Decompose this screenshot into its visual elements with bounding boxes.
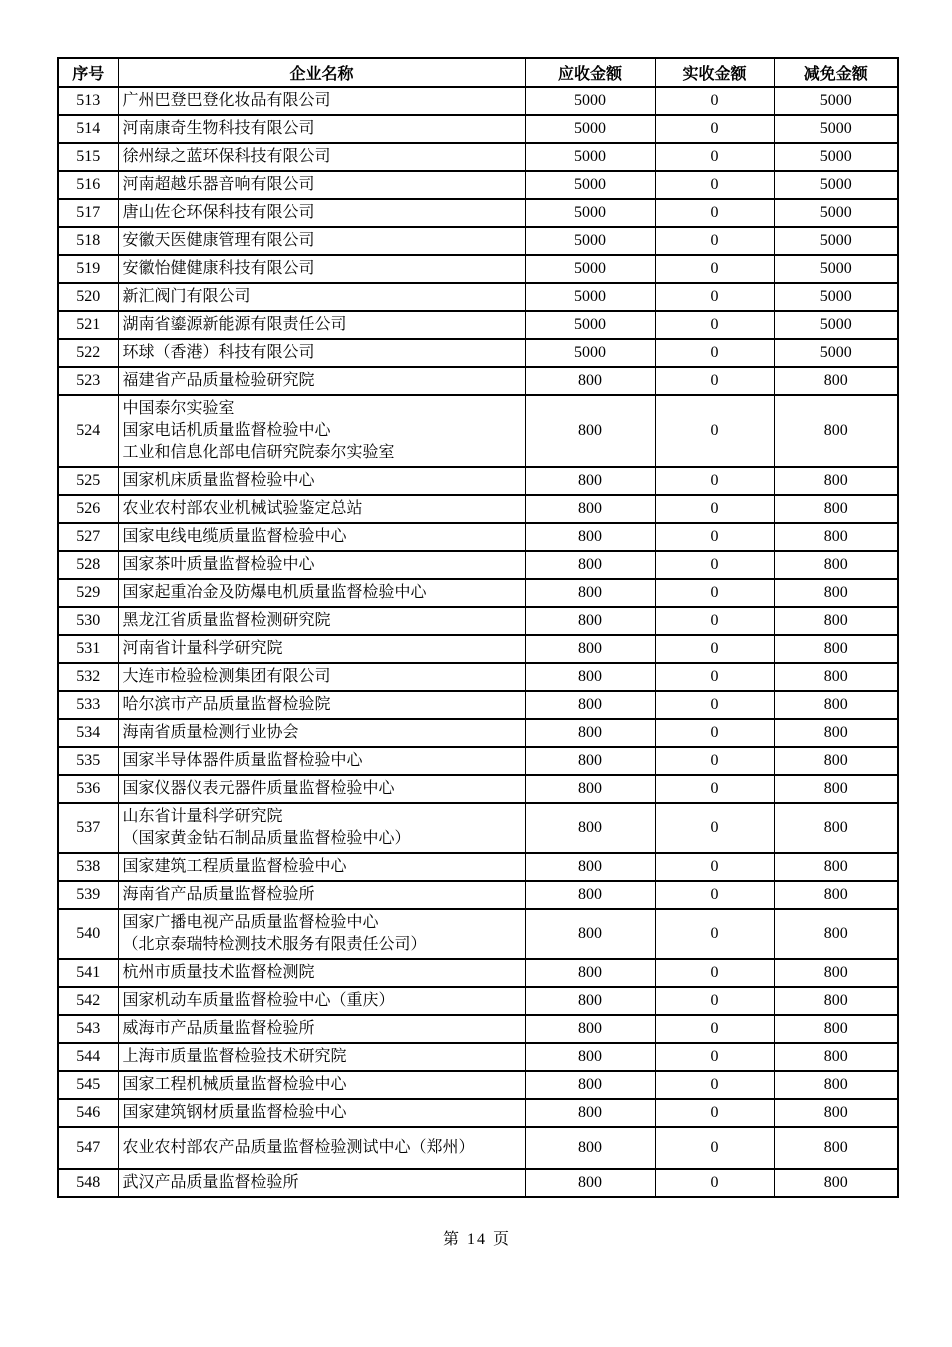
received-amount: 0 [655,523,774,551]
row-index: 514 [58,115,118,143]
company-name-line: 国家建筑钢材质量监督检验中心 [122,1104,347,1121]
row-index: 517 [58,199,118,227]
receivable-amount: 800 [525,1015,655,1043]
table-row [58,635,898,663]
company-name [118,959,525,987]
receivable-amount: 800 [525,747,655,775]
company-name-line: 新汇阀门有限公司 [122,288,251,305]
receivable-amount: 800 [525,579,655,607]
company-name-line: 环球（香港）科技有限公司 [122,344,315,361]
table-row [58,87,898,115]
table-row [58,1071,898,1099]
row-index: 543 [58,1015,118,1043]
company-name-line: 国家电话机质量监督检验中心 [122,422,331,439]
company-name-line: 上海市质量监督检验技术研究院 [122,1048,347,1065]
company-name [118,1071,525,1099]
company-name-line: 国家仪器仪表元器件质量监督检验中心 [122,780,395,797]
company-name [118,1127,525,1169]
company-name [118,171,525,199]
company-name [118,143,525,171]
company-name-line: 广州巴登巴登化妆品有限公司 [122,92,331,109]
received-amount: 0 [655,143,774,171]
col-header-receivable-amount: 应收金额 [525,58,655,87]
reduced-amount: 800 [774,467,898,495]
table-row [58,523,898,551]
row-index: 519 [58,255,118,283]
company-name-line: 威海市产品质量监督检验所 [122,1020,315,1037]
row-index: 513 [58,87,118,115]
row-index: 531 [58,635,118,663]
row-index: 520 [58,283,118,311]
company-name-line: 湖南省鎏源新能源有限责任公司 [122,316,347,333]
row-index: 541 [58,959,118,987]
table-row [58,579,898,607]
reduced-amount: 5000 [774,115,898,143]
reduced-amount: 800 [774,367,898,395]
row-index: 524 [58,395,118,467]
company-name-line: 农业农村部农产品质量监督检验测试中心（郑州） [122,1139,475,1156]
company-name [118,1015,525,1043]
table-row [58,227,898,255]
company-name [118,747,525,775]
col-header-reduced-amount: 减免金额 [774,58,898,87]
receivable-amount: 800 [525,607,655,635]
table-row [58,311,898,339]
company-name [118,523,525,551]
table-row [58,367,898,395]
company-name-line: 农业农村部农业机械试验鉴定总站 [122,500,363,517]
row-index: 522 [58,339,118,367]
receivable-amount: 800 [525,803,655,853]
reduced-amount: 800 [774,881,898,909]
company-name [118,881,525,909]
receivable-amount: 800 [525,1043,655,1071]
receivable-amount: 800 [525,395,655,467]
receivable-amount: 800 [525,987,655,1015]
table-row [58,607,898,635]
table-row [58,719,898,747]
receivable-amount: 5000 [525,311,655,339]
company-name [118,227,525,255]
row-index: 521 [58,311,118,339]
table-row [58,1099,898,1127]
company-name-line: 武汉产品质量监督检验所 [122,1174,299,1191]
received-amount: 0 [655,881,774,909]
received-amount: 0 [655,663,774,691]
company-name-line: 国家电线电缆质量监督检验中心 [122,528,347,545]
company-name-line: 哈尔滨市产品质量监督检验院 [122,696,331,713]
row-index: 529 [58,579,118,607]
reduced-amount: 800 [774,691,898,719]
table-row [58,775,898,803]
company-name-line: 杭州市质量技术监督检测院 [122,964,315,981]
row-index: 547 [58,1127,118,1169]
received-amount: 0 [655,339,774,367]
company-name [118,909,525,959]
received-amount: 0 [655,775,774,803]
company-name-line: 国家机动车质量监督检验中心（重庆） [122,992,395,1009]
reduced-amount: 800 [774,1071,898,1099]
reduced-amount: 800 [774,909,898,959]
row-index: 535 [58,747,118,775]
received-amount: 0 [655,691,774,719]
reduced-amount: 800 [774,803,898,853]
row-index: 534 [58,719,118,747]
company-name [118,367,525,395]
receivable-amount: 800 [525,1099,655,1127]
row-index: 515 [58,143,118,171]
table-row [58,171,898,199]
received-amount: 0 [655,467,774,495]
receivable-amount: 5000 [525,87,655,115]
company-name [118,607,525,635]
company-name-line: 国家工程机械质量监督检验中心 [122,1076,347,1093]
received-amount: 0 [655,1127,774,1169]
row-index: 525 [58,467,118,495]
received-amount: 0 [655,607,774,635]
receivable-amount: 800 [525,523,655,551]
receivable-amount: 800 [525,775,655,803]
received-amount: 0 [655,987,774,1015]
company-name [118,339,525,367]
company-name-line: （北京泰瑞特检测技术服务有限责任公司） [122,936,427,953]
received-amount: 0 [655,1043,774,1071]
table-row [58,339,898,367]
receivable-amount: 800 [525,719,655,747]
company-name-line: 国家机床质量监督检验中心 [122,472,315,489]
reduced-amount: 800 [774,551,898,579]
received-amount: 0 [655,747,774,775]
company-name [118,691,525,719]
row-index: 536 [58,775,118,803]
reduced-amount: 5000 [774,87,898,115]
table-row [58,663,898,691]
reduced-amount: 5000 [774,255,898,283]
received-amount: 0 [655,255,774,283]
reduced-amount: 800 [774,987,898,1015]
row-index: 538 [58,853,118,881]
table-row [58,881,898,909]
company-name [118,495,525,523]
reduced-amount: 800 [774,719,898,747]
received-amount: 0 [655,635,774,663]
company-name-line: 国家起重冶金及防爆电机质量监督检验中心 [122,584,427,601]
reduced-amount: 800 [774,959,898,987]
reduced-amount: 5000 [774,171,898,199]
col-header-received-amount: 实收金额 [655,58,774,87]
received-amount: 0 [655,579,774,607]
row-index: 548 [58,1169,118,1197]
table-row [58,255,898,283]
received-amount: 0 [655,395,774,467]
company-name [118,467,525,495]
company-name-line: 国家茶叶质量监督检验中心 [122,556,315,573]
table-row [58,987,898,1015]
table-row [58,803,898,853]
reduced-amount: 800 [774,579,898,607]
table-row [58,1043,898,1071]
received-amount: 0 [655,1099,774,1127]
receivable-amount: 800 [525,1071,655,1099]
company-name-line: 黑龙江省质量监督检测研究院 [122,612,331,629]
col-header-index: 序号 [58,58,118,87]
received-amount: 0 [655,551,774,579]
company-name [118,719,525,747]
company-name [118,663,525,691]
receivable-amount: 5000 [525,227,655,255]
table-row [58,115,898,143]
company-name [118,1169,525,1197]
col-header-company-name: 企业名称 [118,58,525,87]
company-name-line: 海南省产品质量监督检验所 [122,886,315,903]
table-row [58,959,898,987]
reduced-amount: 800 [774,1015,898,1043]
company-name [118,579,525,607]
receivable-amount: 800 [525,635,655,663]
received-amount: 0 [655,283,774,311]
received-amount: 0 [655,1015,774,1043]
receivable-amount: 800 [525,691,655,719]
table-row [58,1015,898,1043]
table-row [58,495,898,523]
row-index: 545 [58,1071,118,1099]
table-row [58,467,898,495]
reduced-amount: 800 [774,607,898,635]
header-row [58,58,898,87]
company-name [118,635,525,663]
company-name [118,255,525,283]
received-amount: 0 [655,87,774,115]
receivable-amount: 800 [525,881,655,909]
table-row [58,691,898,719]
row-index: 539 [58,881,118,909]
received-amount: 0 [655,199,774,227]
company-name-line: 河南省计量科学研究院 [122,640,283,657]
table-row [58,143,898,171]
company-name-line: 福建省产品质量检验研究院 [122,372,315,389]
receivable-amount: 800 [525,1169,655,1197]
reduced-amount: 800 [774,663,898,691]
reduced-amount: 800 [774,1127,898,1169]
reduced-amount: 5000 [774,227,898,255]
table-row [58,1169,898,1197]
company-name [118,551,525,579]
row-index: 526 [58,495,118,523]
company-name-line: 山东省计量科学研究院 [122,808,283,825]
receivable-amount: 800 [525,909,655,959]
receivable-amount: 800 [525,551,655,579]
company-name [118,87,525,115]
received-amount: 0 [655,719,774,747]
fee-table [57,57,899,1198]
row-index: 523 [58,367,118,395]
receivable-amount: 800 [525,467,655,495]
company-name [118,115,525,143]
row-index: 533 [58,691,118,719]
company-name [118,803,525,853]
company-name-line: 河南超越乐器音响有限公司 [122,176,315,193]
row-index: 516 [58,171,118,199]
table-row [58,199,898,227]
row-index: 528 [58,551,118,579]
received-amount: 0 [655,853,774,881]
company-name-line: 安徽怡健健康科技有限公司 [122,260,315,277]
receivable-amount: 5000 [525,171,655,199]
receivable-amount: 800 [525,853,655,881]
company-name [118,1043,525,1071]
company-name-line: 海南省质量检测行业协会 [122,724,299,741]
reduced-amount: 800 [774,1169,898,1197]
company-name [118,395,525,467]
received-amount: 0 [655,311,774,339]
received-amount: 0 [655,115,774,143]
company-name-line: 安徽天医健康管理有限公司 [122,232,315,249]
reduced-amount: 800 [774,523,898,551]
reduced-amount: 5000 [774,339,898,367]
company-name-line: 大连市检验检测集团有限公司 [122,668,331,685]
received-amount: 0 [655,1169,774,1197]
table-row [58,1127,898,1169]
reduced-amount: 800 [774,1099,898,1127]
reduced-amount: 800 [774,395,898,467]
receivable-amount: 5000 [525,339,655,367]
company-name-line: 中国泰尔实验室 [122,400,235,417]
company-name [118,199,525,227]
receivable-amount: 5000 [525,115,655,143]
received-amount: 0 [655,803,774,853]
reduced-amount: 800 [774,495,898,523]
company-name-line: 河南康奇生物科技有限公司 [122,120,315,137]
company-name-line: 徐州绿之蓝环保科技有限公司 [122,148,331,165]
table-body [58,87,898,1197]
table-row [58,395,898,467]
table-row [58,853,898,881]
receivable-amount: 5000 [525,255,655,283]
received-amount: 0 [655,909,774,959]
received-amount: 0 [655,227,774,255]
company-name [118,853,525,881]
row-index: 544 [58,1043,118,1071]
receivable-amount: 800 [525,959,655,987]
company-name [118,1099,525,1127]
received-amount: 0 [655,959,774,987]
company-name-line: 唐山佐仑环保科技有限公司 [122,204,315,221]
received-amount: 0 [655,495,774,523]
company-name-line: 工业和信息化部电信研究院泰尔实验室 [122,444,395,461]
table-row [58,283,898,311]
company-name [118,987,525,1015]
row-index: 540 [58,909,118,959]
receivable-amount: 800 [525,1127,655,1169]
company-name-line: （国家黄金钻石制品质量监督检验中心） [122,830,411,847]
table-row [58,909,898,959]
company-name-line: 国家建筑工程质量监督检验中心 [122,858,347,875]
table-row [58,551,898,579]
received-amount: 0 [655,1071,774,1099]
company-name [118,283,525,311]
received-amount: 0 [655,171,774,199]
receivable-amount: 5000 [525,199,655,227]
page-number: 第 14 页 [442,1231,511,1248]
reduced-amount: 5000 [774,199,898,227]
received-amount: 0 [655,367,774,395]
reduced-amount: 800 [774,1043,898,1071]
reduced-amount: 800 [774,747,898,775]
row-index: 527 [58,523,118,551]
row-index: 546 [58,1099,118,1127]
company-name [118,311,525,339]
company-name [118,775,525,803]
receivable-amount: 800 [525,495,655,523]
row-index: 542 [58,987,118,1015]
company-name-line: 国家半导体器件质量监督检验中心 [122,752,363,769]
row-index: 537 [58,803,118,853]
reduced-amount: 800 [774,635,898,663]
row-index: 518 [58,227,118,255]
reduced-amount: 5000 [774,283,898,311]
receivable-amount: 5000 [525,143,655,171]
row-index: 530 [58,607,118,635]
reduced-amount: 5000 [774,143,898,171]
row-index: 532 [58,663,118,691]
reduced-amount: 5000 [774,311,898,339]
reduced-amount: 800 [774,775,898,803]
receivable-amount: 800 [525,367,655,395]
receivable-amount: 800 [525,663,655,691]
receivable-amount: 5000 [525,283,655,311]
reduced-amount: 800 [774,853,898,881]
company-name-line: 国家广播电视产品质量监督检验中心 [122,914,379,931]
table-row [58,747,898,775]
